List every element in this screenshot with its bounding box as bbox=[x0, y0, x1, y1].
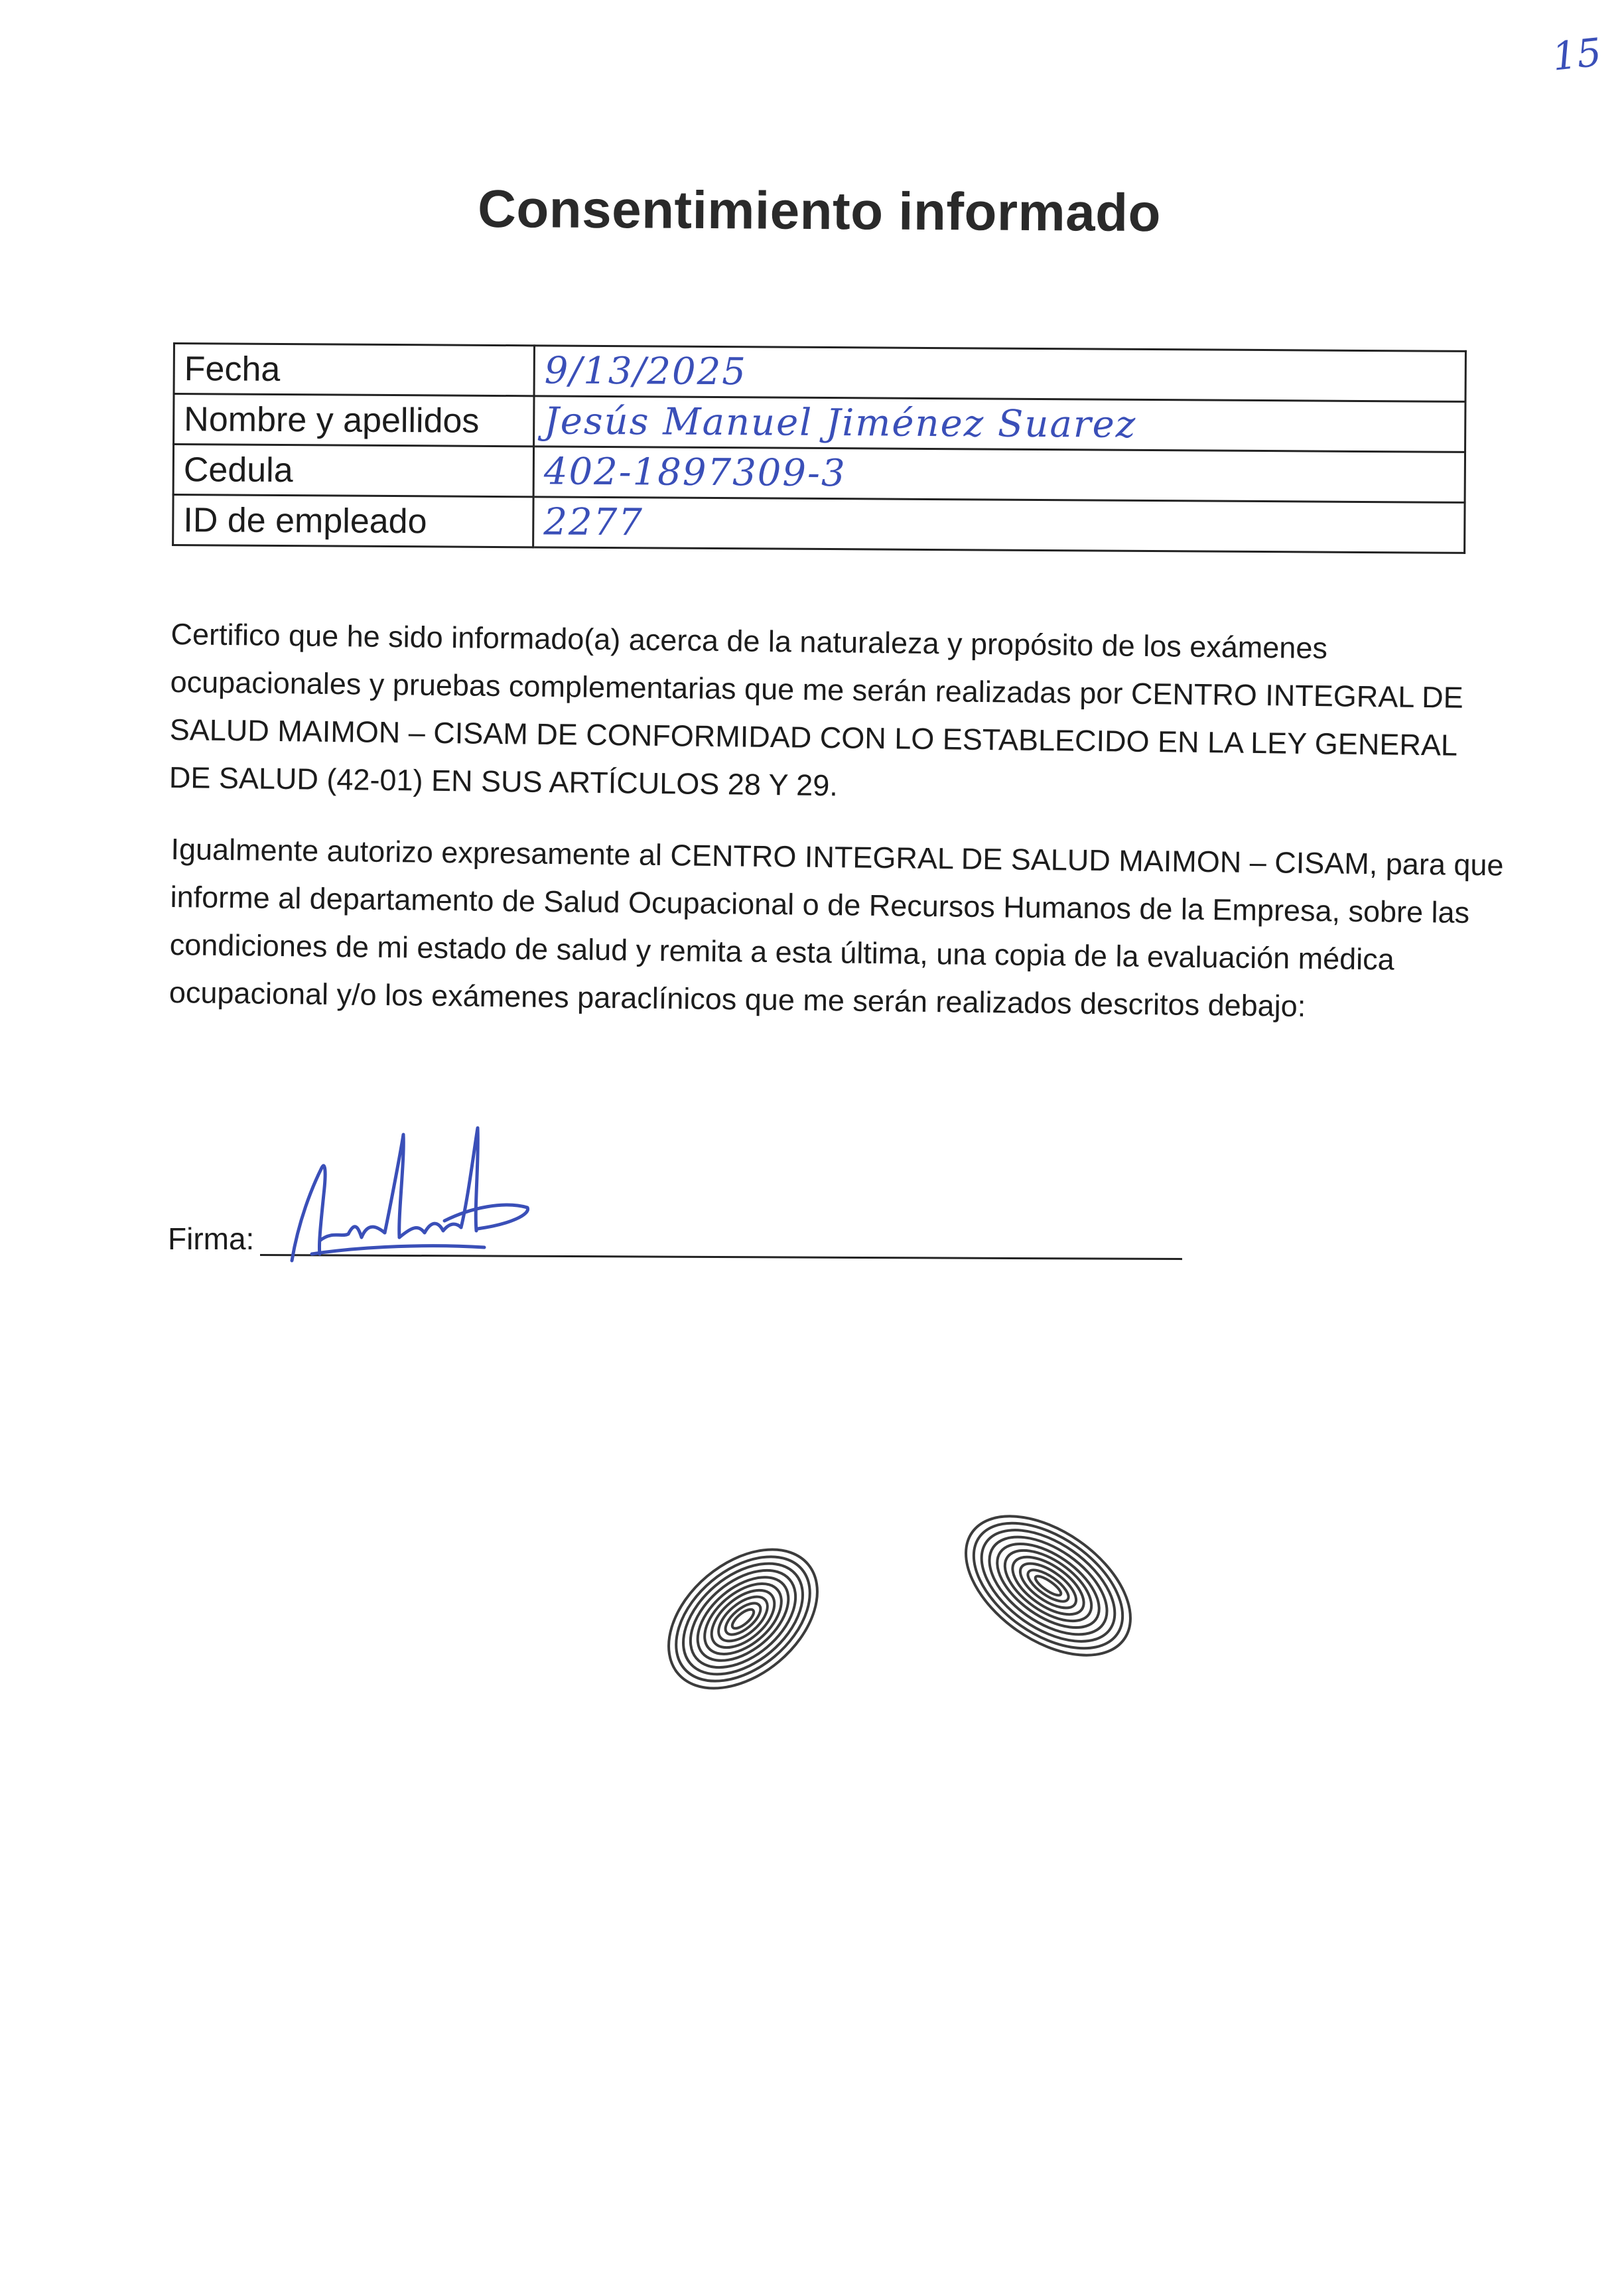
paragraph-autorizo: Igualmente autorizo expresamente al CENTRO INTEGRAL DE SALUD MAIMON – CISAM, para que informe al departamento de Salud Ocupacional o de Recursos Humanos de la Empresa, sobre las condiciones de mi estado de salud y remita a esta última, una copia de la evaluación médica ocupacional y/o los exámenes paraclínicos que me serán realizados descritos debajo: bbox=[169, 831, 1504, 1023]
firma-label: Firma: bbox=[168, 1221, 255, 1256]
id-empleado-value: 2277 bbox=[533, 497, 1465, 553]
page-number: 15 bbox=[1550, 29, 1604, 80]
table-row-id-empleado bbox=[173, 495, 1465, 553]
fecha-value: 9/13/2025 bbox=[534, 346, 1465, 402]
info-table-container bbox=[172, 342, 1467, 549]
id-empleado-label: ID de empleado bbox=[173, 495, 533, 547]
table-row-nombre bbox=[174, 394, 1465, 452]
fingerprint-left bbox=[643, 1519, 843, 1718]
nombre-label: Nombre y apellidos bbox=[174, 394, 534, 447]
paragraph-certifico: Certifico que he sido informado(a) acerca de la naturaleza y propósito de los exámenes ocupacionales y pruebas complementarias que me serán realizadas por CENTRO INTEGRAL DE SALUD MAIMON – CISAM DE CONFORMIDAD CON LO ESTABLECIDO EN LA LEY GENERAL DE SALUD (42-01) EN SUS ARTÍCULOS 28 Y 29. bbox=[169, 616, 1464, 803]
document-title: Consentimiento informado bbox=[477, 178, 1162, 243]
cedula-value: 402-1897309-3 bbox=[533, 447, 1465, 503]
table-row-cedula bbox=[173, 445, 1465, 503]
signature-mark bbox=[285, 1121, 537, 1274]
cedula-label: Cedula bbox=[173, 445, 533, 497]
fecha-label: Fecha bbox=[174, 344, 534, 396]
nombre-value: Jesús Manuel Jiménez Suarez bbox=[534, 396, 1465, 452]
fingerprint-right bbox=[939, 1486, 1158, 1685]
info-table bbox=[172, 342, 1467, 554]
table-row-fecha bbox=[174, 344, 1465, 402]
